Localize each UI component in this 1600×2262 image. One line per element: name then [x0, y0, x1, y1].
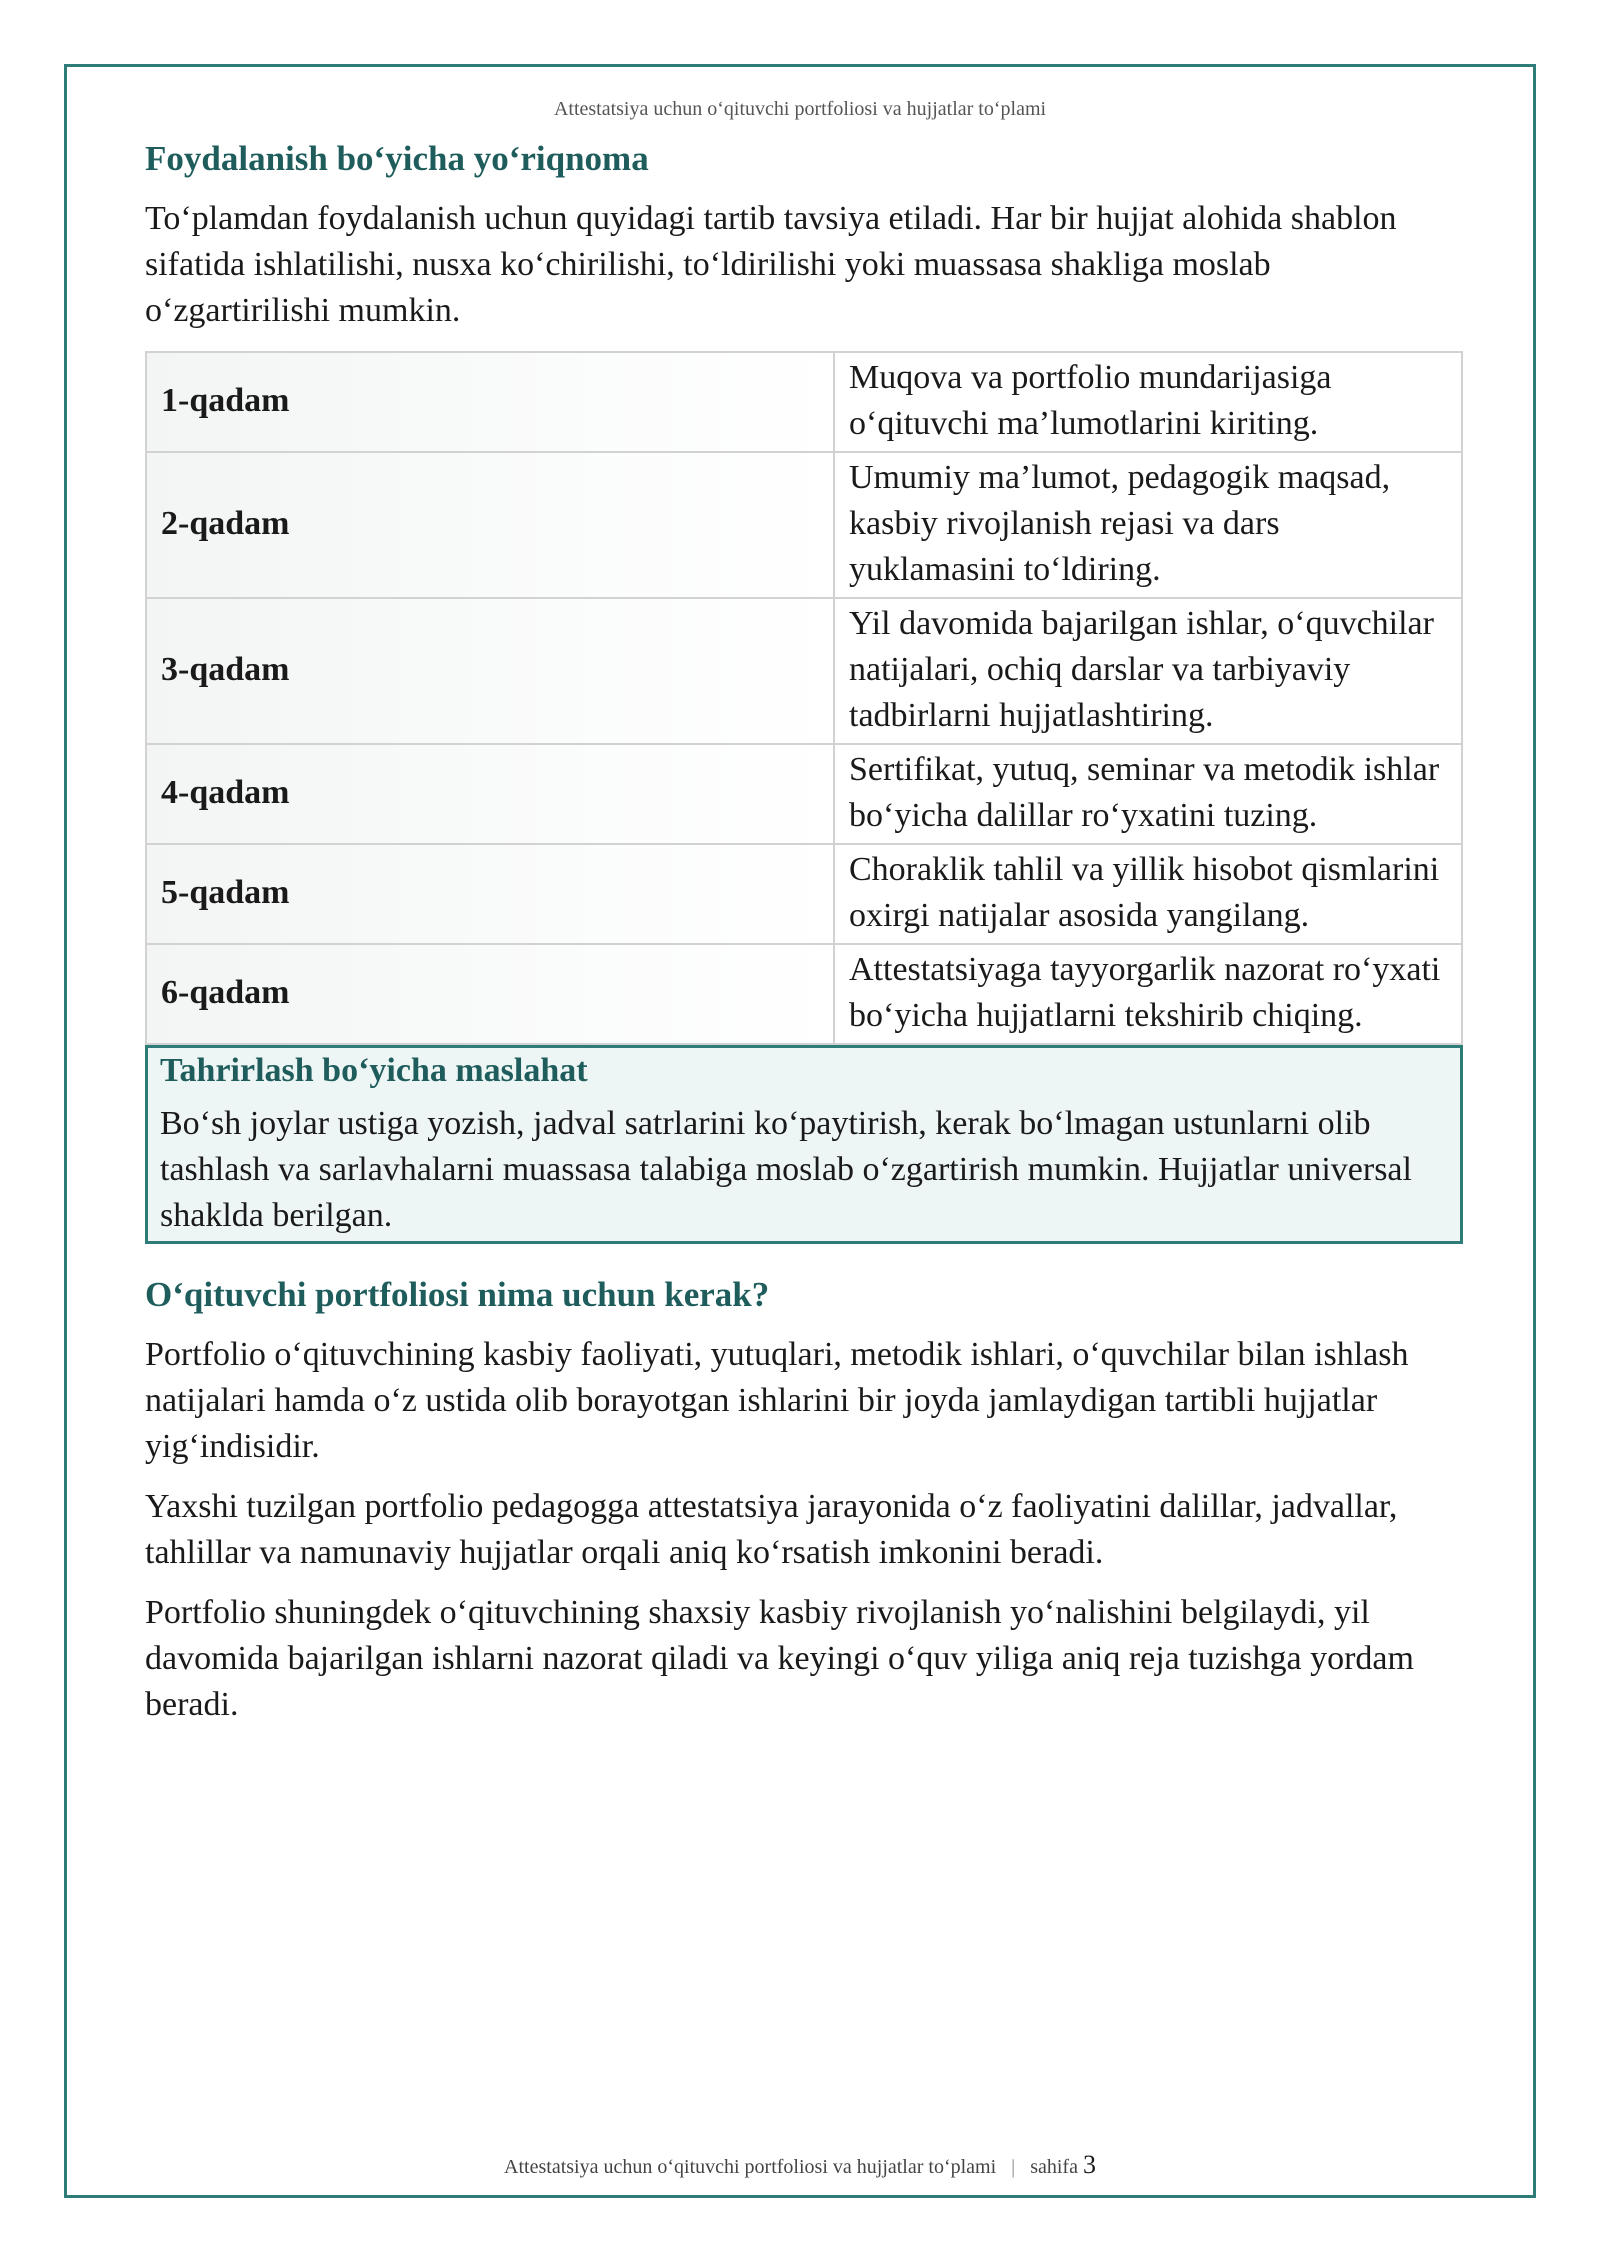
table-row [146, 944, 1462, 1044]
running-header: Attestatsiya uchun o‘qituvchi portfoliosi va hujjatlar to‘plami [553, 98, 1047, 120]
page-number: 3 [1082, 2150, 1096, 2179]
tip-text: Bo‘sh joylar ustiga yozish, jadval satrlarini ko‘paytirish, kerak bo‘lmagan ustunlarni olib tashlash va sarlavhalarni muassasa talabiga moslab o‘zgartirish mumkin. Hujjatlar universal shaklda berilgan. [160, 1105, 1412, 1234]
page-content [145, 136, 1463, 1728]
step-label: 1-qadam [146, 352, 834, 452]
step-description: Choraklik tahlil va yillik hisobot qismlarini oxirgi natijalar asosida yangilang. [834, 844, 1462, 944]
running-footer [0, 2150, 1600, 2180]
table-row [146, 352, 1462, 452]
step-label: 3-qadam [146, 598, 834, 744]
table-row [146, 598, 1462, 744]
body-paragraph: Portfolio o‘qituvchining kasbiy faoliyati, yutuqlari, metodik ishlari, o‘quvchilar bilan ishlash natijalari hamda o‘z ustida olib borayotgan ishlarini bir joyda jamlaydigan tartibli hujjatlar yig‘indisidir. [145, 1336, 1409, 1465]
section-title-why-portfolio: O‘qituvchi portfoliosi nima uchun kerak? [145, 1275, 770, 1314]
step-label: 2-qadam [146, 452, 834, 598]
body-paragraph: Yaxshi tuzilgan portfolio pedagogga attestatsiya jarayonida o‘z faoliyatini dalillar, jadvallar, tahlillar va namunaviy hujjatlar orqali aniq ko‘rsatish imkonini beradi. [145, 1488, 1398, 1571]
step-label: 6-qadam [146, 944, 834, 1044]
steps-table [145, 351, 1463, 1045]
editing-tip-box [145, 1045, 1463, 1244]
usage-intro-paragraph: To‘plamdan foydalanish uchun quyidagi tartib tavsiya etiladi. Har bir hujjat alohida shablon sifatida ishlatilishi, nusxa ko‘chirilishi, to‘ldirilishi yoki muassasa shakliga moslab o‘zgartirilishi mumkin. [145, 200, 1397, 329]
step-description: Attestatsiyaga tayyorgarlik nazorat ro‘yxati bo‘yicha hujjatlarni tekshirib chiqing. [834, 944, 1462, 1044]
tip-title: Tahrirlash bo‘yicha maslahat [160, 1052, 588, 1089]
table-row [146, 452, 1462, 598]
footer-title: Attestatsiya uchun o‘qituvchi portfoliosi va hujjatlar to‘plami [504, 2156, 997, 2178]
table-row [146, 744, 1462, 844]
step-description: Sertifikat, yutuq, seminar va metodik ishlar bo‘yicha dalillar ro‘yxatini tuzing. [834, 744, 1462, 844]
footer-separator: | [1011, 2156, 1016, 2178]
footer-page-label: sahifa [1030, 2156, 1078, 2178]
section-title-usage-guide: Foydalanish bo‘yicha yo‘riqnoma [145, 139, 649, 178]
table-row [146, 844, 1462, 944]
body-paragraph: Portfolio shuningdek o‘qituvchining shaxsiy kasbiy rivojlanish yo‘nalishini belgilaydi, yil davomida bajarilgan ishlarni nazorat qiladi va keyingi o‘quv yiliga aniq reja tuzishga yordam beradi. [145, 1594, 1414, 1723]
step-description: Umumiy ma’lumot, pedagogik maqsad, kasbiy rivojlanish rejasi va dars yuklamasini to‘ldiring. [834, 452, 1462, 598]
step-description: Muqova va portfolio mundarijasiga o‘qituvchi ma’lumotlarini kiriting. [834, 352, 1462, 452]
step-description: Yil davomida bajarilgan ishlar, o‘quvchilar natijalari, ochiq darslar va tarbiyaviy tadbirlarni hujjatlashtiring. [834, 598, 1462, 744]
step-label: 5-qadam [146, 844, 834, 944]
step-label: 4-qadam [146, 744, 834, 844]
